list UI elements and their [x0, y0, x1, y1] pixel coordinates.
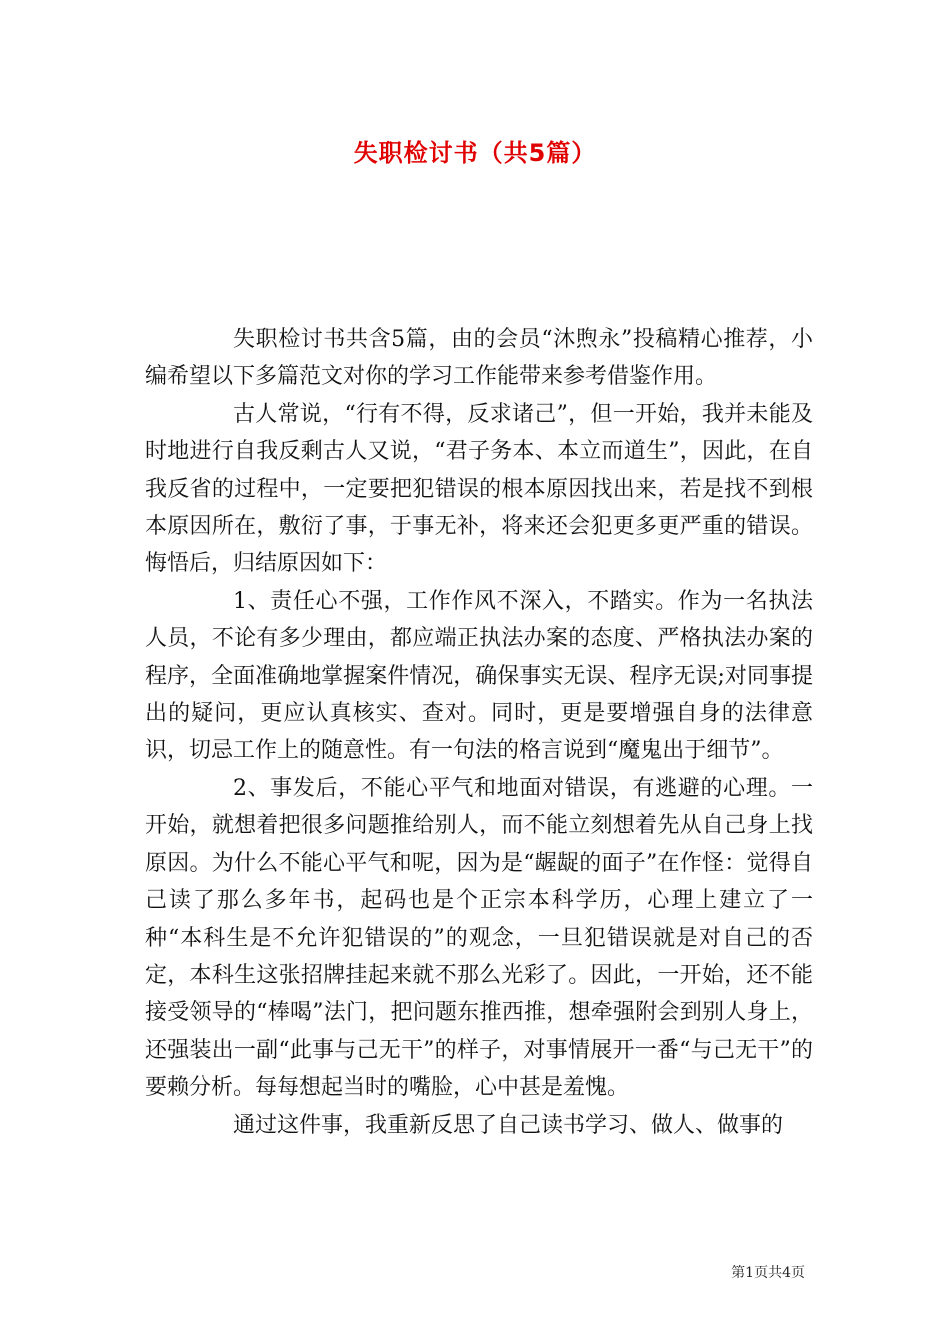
page-number: 第1页共4页	[731, 1265, 805, 1281]
title-text: 失职检讨书（共5篇）	[353, 139, 597, 167]
document-body	[145, 321, 813, 1144]
paragraph-reflection: 古人常说，“行有不得，反求诸己”，但一开始，我并未能及时地进行自我反剩古人又说，“君子务本、本立而道生”，因此，在自我反省的过程中，一定要把犯错误的根本原因找出来，若是找不到根本原因所在，敷衍了事，于事无补，将来还会犯更多更严重的错误。悔悟后，归结原因如下：	[145, 401, 813, 577]
paragraph-reason-1: 1、责任心不强，工作作风不深入，不踏实。作为一名执法人员，不论有多少理由，都应端正执法办案的态度、严格执法办案的程序，全面准确地掌握案件情况，确保事实无误、程序无误;对同事提出的疑问，更应认真核实、查对。同时，更是要增强自身的法律意识，切忌工作上的随意性。有一句法的格言说到“魔鬼出于细节”。	[145, 588, 813, 764]
page-title	[0, 133, 950, 168]
paragraph-conclusion: 通过这件事，我重新反思了自己读书学习、做人、做事的	[233, 1112, 784, 1138]
paragraph-reason-2: 2、事发后，不能心平气和地面对错误，有逃避的心理。一开始，就想着把很多问题推给别人，而不能立刻想着先从自己身上找原因。为什么不能心平气和呢，因为是“龌龊的面子”在作怪：觉得自己读了那么多年书，起码也是个正宗本科学历，心理上建立了一种“本科生是不允许犯错误的”的观念，一旦犯错误就是对自己的否定，本科生这张招牌挂起来就不那么光彩了。因此，一开始，还不能接受领导的“棒喝”法门，把问题东推西推，想牵强附会到别人身上，还强装出一副“此事与己无干”的样子，对事情展开一番“与己无干”的要赖分析。每每想起当时的嘴脸，心中甚是羞愧。	[145, 775, 813, 1101]
paragraph-intro: 失职检讨书共含5篇，由的会员“沐煦永”投稿精心推荐，小编希望以下多篇范文对你的学习工作能带来参考借鉴作用。	[145, 327, 813, 390]
